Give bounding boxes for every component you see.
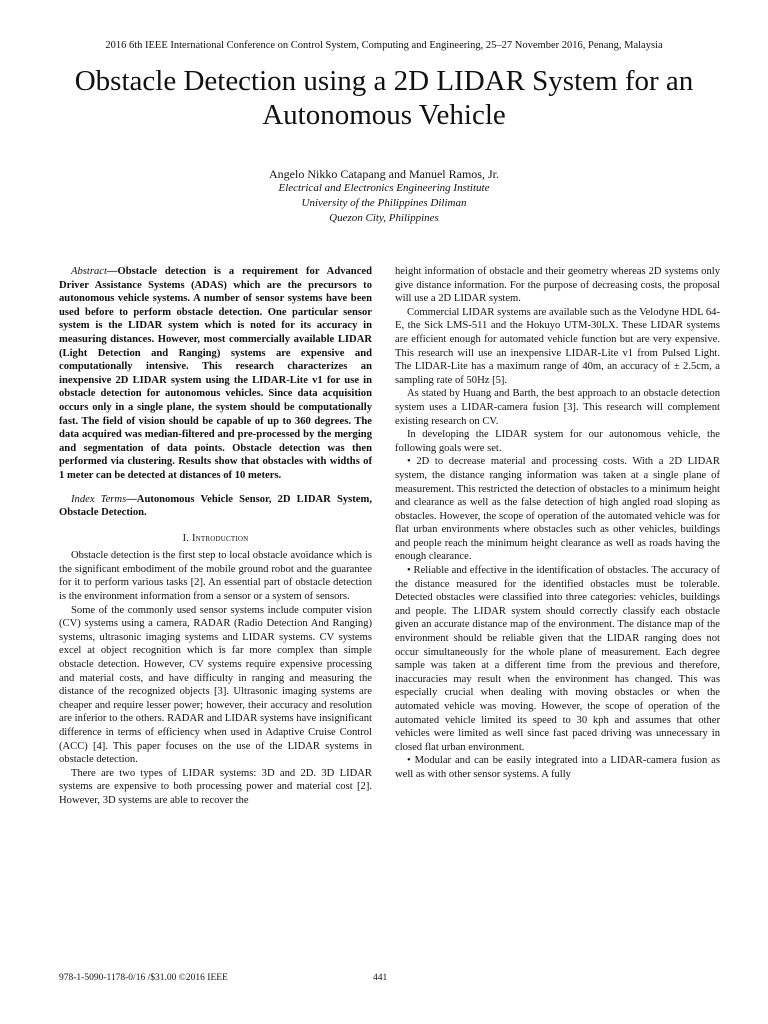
goal-bullet: • Modular and can be easily integrated into a LIDAR-camera fusion as well as with other sensor systems. A fully xyxy=(395,755,720,780)
affiliation-city: Quezon City, Philippines xyxy=(329,212,439,224)
paper-title: Obstacle Detection using a 2D LIDAR System for an Autonomous Vehicle xyxy=(74,65,694,131)
affiliation-university: University of the Philippines Diliman xyxy=(301,197,467,209)
body-paragraph-continued: height information of obstacle and their geometry whereas 2D systems only give distance information. For the purpose of decreasing costs, the proposal will use a 2D LIDAR system. xyxy=(395,266,720,305)
body-paragraph: In developing the LIDAR system for our autonomous vehicle, the following goals were set. xyxy=(395,429,720,454)
conference-header: 2016 6th IEEE International Conference on Control System, Computing and Engineering, 25–27 November 2016, Penang, Malaysia xyxy=(105,40,663,51)
left-column xyxy=(59,265,372,808)
abstract-text: —Obstacle detection is a requirement for Advanced Driver Assistance Systems (ADAS) which are the precursors to autonomous vehicle systems. A number of sensor systems have been used before to perform obstacle detection. One particular sensor system is the LIDAR system which is noted for its accuracy in measuring distances. However, most commercially available LIDAR (Light Detection and Ranging) systems are expensive and computationally intensive. This research characterizes an inexpensive 2D LIDAR system using the LIDAR-Lite v1 for use in obstacle detection for autonomous vehicles. Since data acquisition occurs only in a single plane, the system should be computationally fast. The field of vision should be capable of up to 360 degrees. The data acquired was median-filtered and pre-processed by the merging and segmentation of data points. Obstacle detection was then performed via clustering. Results show that obstacles with widths of 1 meter can be detected at distances of 10 meters. xyxy=(59,266,372,481)
body-paragraph: There are two types of LIDAR systems: 3D and 2D. 3D LIDAR systems are expensive to both processing power and material cost [2]. However, 3D systems are able to recover the xyxy=(59,767,372,806)
index-terms-text: —Autonomous Vehicle Sensor, 2D LIDAR System, Obstacle Detection. xyxy=(59,493,372,519)
goal-bullet: • 2D to decrease material and processing costs. With a 2D LIDAR system, the distance ranging information was taken at a single plane of measurement. This restricted the detection of obstacles to a minimum height and clearance as well as the false detection of high angled road sloping as obstacles. However, the scope of operation of the automated vehicle was for flat urban environments where obstacles such as other vehicles, buildings and people reach the minimum height clearance as well as roads having the enough clearance. xyxy=(395,456,720,563)
page-number: 441 xyxy=(373,973,388,983)
index-terms-label: Index Terms xyxy=(71,493,127,505)
body-paragraph: As stated by Huang and Barth, the best approach to an obstacle detection system uses a LIDAR-camera fusion [3]. This research will complement existing research on CV. xyxy=(395,388,720,427)
abstract xyxy=(59,265,372,483)
abstract-label: Abstract xyxy=(71,266,107,277)
affiliation-institute: Electrical and Electronics Engineering Institute xyxy=(278,182,490,194)
body-paragraph: Obstacle detection is the first step to local obstacle avoidance which is the significant embodiment of the mobile ground robot and the guarantee for it to perform various tasks [2]. An essential part of obstacle detection is the environment information from a sensor or a system of sensors. xyxy=(59,550,372,603)
author-affiliation xyxy=(0,181,768,226)
section-heading-introduction: I. Introduction xyxy=(182,532,249,544)
body-paragraph: Some of the commonly used sensor systems include computer vision (CV) systems using a camera, RADAR (Radio Detection And Ranging) systems, ultrasonic imaging systems and LIDAR systems. CV systems excel at object recognition which is far more complex than simple obstacle detection. However, CV systems require expensive processing and material costs, and have difficulty in ranging and measuring the distance of the recognized objects [3]. Ultrasonic imaging systems are cheaper and require lesser power; however, their accuracy and resolution are inferior to the others. RADAR and LIDAR systems have insignificant difference in terms of efficiency when used in Adaptive Cruise Control (ACC) [4]. This paper focuses on the use of the LIDAR systems in obstacle detection. xyxy=(59,604,372,766)
goal-bullet: • Reliable and effective in the identification of obstacles. The accuracy of the distance measured for the identified obstacles must be tolerable. Detected obstacles were classified into three categories: vehicles, buildings and people. The LIDAR system should correctly classify each obstacle given an accurate distance map of the environment. The distance map of the environment should be reliable given that the LIDAR ranging does not occur simultaneously for the whole plane of measurement. Each degree sample was taken at a different time from the previous and therefore, inaccuracies may result when the environment has changed. This was especially crucial when dealing with moving obstacles or when the automated vehicle was moving. However, the scope of operation of the automated vehicle limited its speed to 30 kph and assumes that other vehicles were limited as well since fast paced driving was unnecessary in closed flat urban environment. xyxy=(395,565,720,753)
footer-isbn: 978-1-5090-1178-0/16 /$31.00 ©2016 IEEE xyxy=(59,973,228,983)
right-column xyxy=(395,265,720,782)
author-names: Angelo Nikko Catapang and Manuel Ramos, Jr. xyxy=(269,167,499,181)
body-paragraph: Commercial LIDAR systems are available such as the Velodyne HDL 64-E, the Sick LMS-511 and the Hokuyo UTM-30LX. These LIDAR systems are efficient enough for automated vehicle function but are very expensive. This research will use an inexpensive LIDAR-Lite v1 from Pulsed Light. The LIDAR-Lite has a maximum range of 40m, an accuracy of ± 2.5cm, a sampling rate of 50Hz [5]. xyxy=(395,306,720,386)
index-terms xyxy=(59,493,372,520)
